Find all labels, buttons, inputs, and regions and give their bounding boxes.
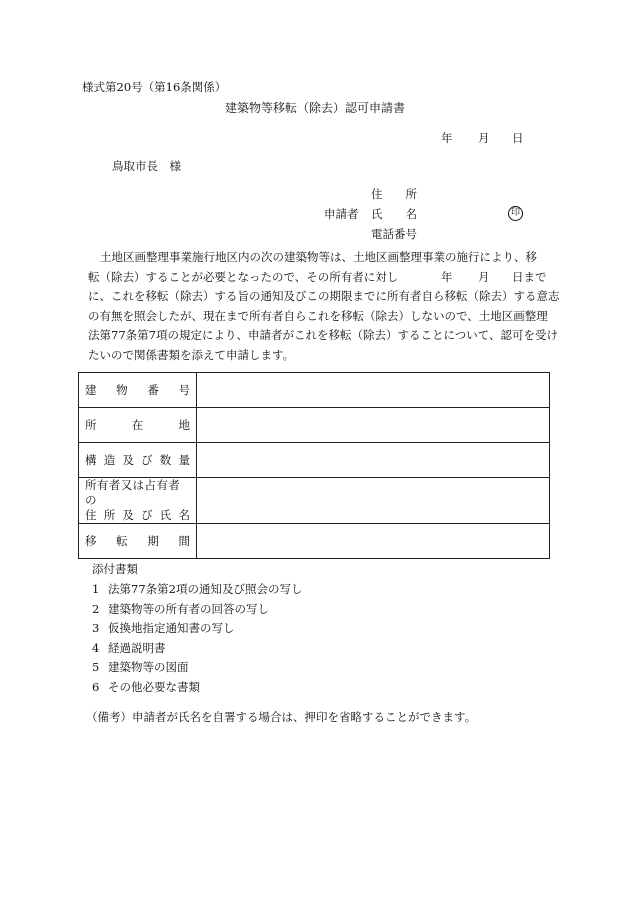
body-month: 月 (478, 269, 490, 284)
body-line-2: 転（除去）することが必要となったので、その所有者に対し 年 月 日まで (88, 268, 548, 288)
row-value-relocation-period[interactable] (197, 524, 550, 559)
row-label-owner: 所有者又は占有者の 住 所 及 び 氏 名 (85, 478, 190, 522)
attachments-list (92, 580, 302, 697)
table-row (79, 478, 550, 524)
remarks-note: （備考）申請者が氏名を自署する場合は、押印を省略することができます。 (86, 710, 477, 724)
row-label-location: 所 在 地 (85, 418, 190, 432)
row-label-relocation-period: 移 転 期 間 (85, 534, 190, 548)
list-item: 4 経過説明書 (92, 640, 166, 655)
row-label-structure-quantity: 構 造 及 び 数 量 (85, 453, 190, 467)
attachments-title: 添付書類 (92, 562, 138, 576)
row-value-building-number[interactable] (197, 373, 550, 408)
phone-label: 電話番号 (371, 227, 417, 241)
document-title: 建築物等移転（除去）認可申請書 (224, 101, 405, 115)
list-item: 3 仮換地指定通知書の写し (92, 621, 235, 635)
body-day-until: 日まで (512, 269, 547, 284)
list-item: 5 建築物等の図面 (92, 660, 189, 674)
list-item: 1 法第77条第2項の通知及び照会の写し (92, 582, 303, 596)
form-number: 様式第20号（第16条関係） (82, 80, 227, 94)
list-item: 6 その他必要な書類 (92, 679, 200, 694)
body-year: 年 (441, 269, 453, 284)
date-day: 日 (512, 131, 524, 145)
list-item: 2 建築物等の所有者の回答の写し (92, 601, 269, 616)
table-row (79, 373, 550, 408)
body-paragraph (88, 248, 560, 366)
applicant-label: 申請者 (324, 207, 359, 221)
date-month: 月 (478, 131, 490, 145)
row-value-owner[interactable] (197, 478, 550, 524)
seal-mark: 印 (508, 206, 523, 221)
table-row (79, 408, 550, 443)
address-label: 住 所 (371, 187, 417, 201)
name-label: 氏 名 (371, 207, 417, 221)
row-value-location[interactable] (197, 408, 550, 443)
table-row (79, 443, 550, 478)
table-row (79, 524, 550, 559)
building-info-table (78, 372, 550, 559)
date-year: 年 (441, 131, 453, 145)
row-label-building-number: 建 物 番 号 (85, 383, 190, 397)
body-line-5: 法第77条第7項の規定により、申請者がこれを移転（除去）することについて、認可を受け (88, 328, 558, 343)
addressee: 鳥取市長 様 (112, 159, 181, 173)
body-line-6: たいので関係書類を添えて申請します。 (88, 347, 295, 362)
row-value-structure-quantity[interactable] (197, 443, 550, 478)
body-line-3: に、これを移転（除去）する旨の通知及びこの期限までに所有者自ら移転（除去）する意志 (88, 289, 560, 304)
body-line-4: の有無を照会したが、現在まで所有者自らこれを移転（除去）しないので、土地区画整理 (88, 308, 548, 323)
body-line-1: 土地区画整理事業施行地区内の次の建築物等は、土地区画整理事業の施行により、移 (100, 250, 537, 264)
